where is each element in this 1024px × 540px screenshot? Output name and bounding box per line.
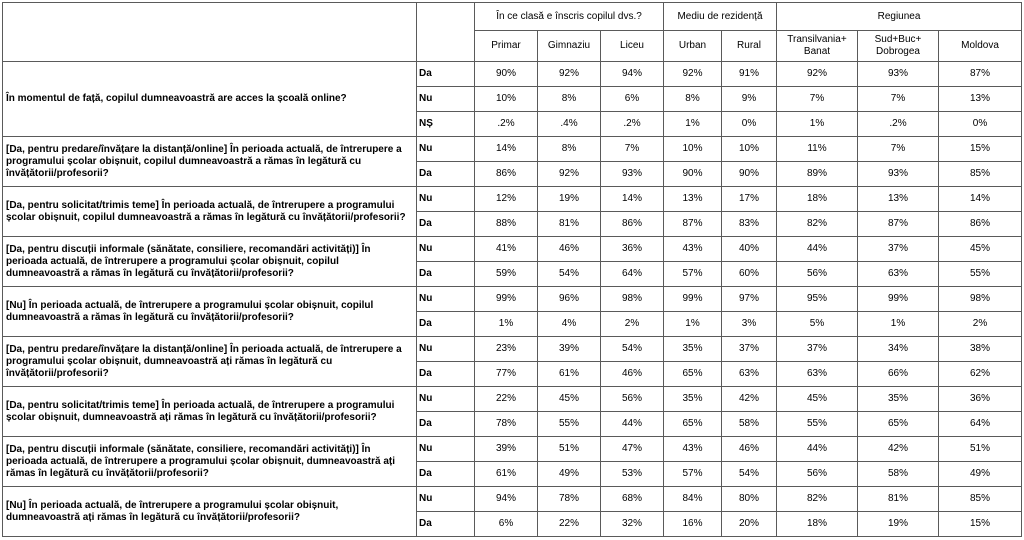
value-cell: 1% (475, 312, 538, 337)
value-cell: 99% (664, 287, 722, 312)
value-cell: 45% (777, 387, 858, 412)
value-cell: 2% (939, 312, 1022, 337)
column-header-liceu: Liceu (601, 31, 664, 62)
answer-label-cell: Nu (417, 287, 475, 312)
value-cell: 64% (939, 412, 1022, 437)
value-cell: 47% (601, 437, 664, 462)
value-cell: 85% (939, 487, 1022, 512)
header-group-row (3, 3, 1022, 31)
value-cell: 87% (664, 212, 722, 237)
answer-label-cell: Da (417, 362, 475, 387)
value-cell: 90% (664, 162, 722, 187)
value-cell: 15% (939, 137, 1022, 162)
table-row (3, 437, 1022, 462)
value-cell: 46% (601, 362, 664, 387)
value-cell: 90% (722, 162, 777, 187)
column-header-moldova: Moldova (939, 31, 1022, 62)
value-cell: .2% (601, 112, 664, 137)
value-cell: 36% (601, 237, 664, 262)
value-cell: 86% (939, 212, 1022, 237)
column-header-urban: Urban (664, 31, 722, 62)
value-cell: 58% (722, 412, 777, 437)
value-cell: 12% (475, 187, 538, 212)
question-cell: [Da, pentru discuții informale (sănătate, consiliere, recomandări activități)] În perioada actuală, de întrerupere a programului școlar obișnuit, copilul dumneavoastră a rămas în legătură cu învățătorii/profesorii? (3, 237, 417, 287)
value-cell: 42% (858, 437, 939, 462)
value-cell: 56% (777, 462, 858, 487)
answer-label-cell: Da (417, 62, 475, 87)
value-cell: 62% (939, 362, 1022, 387)
table-row (3, 187, 1022, 212)
value-cell: 13% (858, 187, 939, 212)
answer-label-cell: Da (417, 262, 475, 287)
value-cell: 6% (601, 87, 664, 112)
answer-label-cell: Nu (417, 487, 475, 512)
value-cell: 11% (777, 137, 858, 162)
value-cell: 89% (777, 162, 858, 187)
value-cell: 63% (777, 362, 858, 387)
survey-table-container (2, 2, 1022, 537)
value-cell: 39% (475, 437, 538, 462)
value-cell: 46% (538, 237, 601, 262)
value-cell: 10% (722, 137, 777, 162)
value-cell: .2% (858, 112, 939, 137)
value-cell: 55% (538, 412, 601, 437)
value-cell: 93% (858, 62, 939, 87)
column-header-primar: Primar (475, 31, 538, 62)
question-cell: [Da, pentru solicitat/trimis teme] În perioada actuală, de întrerupere a programului școlar obișnuit, copilul dumneavoastră a rămas în legătură cu învățătorii/profesorii? (3, 187, 417, 237)
value-cell: 65% (664, 412, 722, 437)
value-cell: 8% (538, 87, 601, 112)
value-cell: 98% (601, 287, 664, 312)
value-cell: 63% (722, 362, 777, 387)
header-answer-cell (417, 3, 475, 62)
value-cell: 99% (858, 287, 939, 312)
value-cell: 99% (475, 287, 538, 312)
answer-label-cell: Da (417, 412, 475, 437)
value-cell: 20% (722, 512, 777, 537)
value-cell: 59% (475, 262, 538, 287)
value-cell: 2% (601, 312, 664, 337)
value-cell: 7% (601, 137, 664, 162)
value-cell: 35% (858, 387, 939, 412)
value-cell: 45% (939, 237, 1022, 262)
header-corner-cell (3, 3, 417, 62)
value-cell: 9% (722, 87, 777, 112)
value-cell: 57% (664, 462, 722, 487)
table-row (3, 487, 1022, 512)
header-group-region: Regiunea (777, 3, 1022, 31)
value-cell: 80% (722, 487, 777, 512)
value-cell: 43% (664, 437, 722, 462)
value-cell: 4% (538, 312, 601, 337)
answer-label-cell: Nu (417, 337, 475, 362)
value-cell: 35% (664, 387, 722, 412)
answer-label-cell: NȘ (417, 112, 475, 137)
value-cell: 36% (939, 387, 1022, 412)
table-row (3, 237, 1022, 262)
answer-label-cell: Da (417, 512, 475, 537)
value-cell: 8% (664, 87, 722, 112)
value-cell: 22% (538, 512, 601, 537)
value-cell: 1% (858, 312, 939, 337)
value-cell: 38% (939, 337, 1022, 362)
answer-label-cell: Nu (417, 87, 475, 112)
value-cell: 87% (939, 62, 1022, 87)
value-cell: 53% (601, 462, 664, 487)
value-cell: 81% (858, 487, 939, 512)
value-cell: 3% (722, 312, 777, 337)
value-cell: 54% (601, 337, 664, 362)
value-cell: 51% (939, 437, 1022, 462)
value-cell: 1% (777, 112, 858, 137)
value-cell: 6% (475, 512, 538, 537)
value-cell: 61% (475, 462, 538, 487)
value-cell: 23% (475, 337, 538, 362)
value-cell: 82% (777, 487, 858, 512)
value-cell: 58% (858, 462, 939, 487)
value-cell: 14% (475, 137, 538, 162)
value-cell: 5% (777, 312, 858, 337)
value-cell: 7% (858, 87, 939, 112)
answer-label-cell: Da (417, 212, 475, 237)
value-cell: 19% (858, 512, 939, 537)
value-cell: 44% (777, 237, 858, 262)
value-cell: 22% (475, 387, 538, 412)
column-header-sud-buc-dobrogea: Sud+Buc+ Dobrogea (858, 31, 939, 62)
value-cell: 68% (601, 487, 664, 512)
question-cell: [Da, pentru predare/învățare la distanță/online] În perioada actuală, de întrerupere a programului școlar obișnuit, dumneavoastră ați rămas în legătură cu învățătorii/profesorii? (3, 337, 417, 387)
question-cell: [Da, pentru predare/învățare la distanță/online] În perioada actuală, de întrerupere a programului școlar obișnuit, copilul dumneavoastră a rămas în legătură cu învățătorii/profesorii? (3, 137, 417, 187)
value-cell: 44% (601, 412, 664, 437)
value-cell: 56% (777, 262, 858, 287)
value-cell: 87% (858, 212, 939, 237)
value-cell: 55% (939, 262, 1022, 287)
value-cell: 43% (664, 237, 722, 262)
value-cell: 19% (538, 187, 601, 212)
value-cell: 37% (777, 337, 858, 362)
header-group-residence: Mediu de rezidență (664, 3, 777, 31)
value-cell: 95% (777, 287, 858, 312)
value-cell: 63% (858, 262, 939, 287)
column-header-transilvania-banat: Transilvania+ Banat (777, 31, 858, 62)
value-cell: 65% (858, 412, 939, 437)
value-cell: 81% (538, 212, 601, 237)
value-cell: 65% (664, 362, 722, 387)
value-cell: 42% (722, 387, 777, 412)
value-cell: 88% (475, 212, 538, 237)
value-cell: 61% (538, 362, 601, 387)
value-cell: 18% (777, 512, 858, 537)
value-cell: 93% (601, 162, 664, 187)
value-cell: 40% (722, 237, 777, 262)
value-cell: 77% (475, 362, 538, 387)
value-cell: 1% (664, 112, 722, 137)
value-cell: 86% (601, 212, 664, 237)
value-cell: 15% (939, 512, 1022, 537)
value-cell: 49% (538, 462, 601, 487)
value-cell: 85% (939, 162, 1022, 187)
table-row (3, 287, 1022, 312)
value-cell: 98% (939, 287, 1022, 312)
value-cell: 14% (939, 187, 1022, 212)
value-cell: 94% (475, 487, 538, 512)
value-cell: 66% (858, 362, 939, 387)
value-cell: 34% (858, 337, 939, 362)
value-cell: 96% (538, 287, 601, 312)
value-cell: .2% (475, 112, 538, 137)
value-cell: 54% (538, 262, 601, 287)
table-row (3, 137, 1022, 162)
answer-label-cell: Nu (417, 237, 475, 262)
value-cell: 14% (601, 187, 664, 212)
value-cell: 37% (858, 237, 939, 262)
value-cell: .4% (538, 112, 601, 137)
value-cell: 7% (777, 87, 858, 112)
value-cell: 97% (722, 287, 777, 312)
value-cell: 8% (538, 137, 601, 162)
header-group-class: În ce clasă e înscris copilul dvs.? (475, 3, 664, 31)
answer-label-cell: Da (417, 312, 475, 337)
value-cell: 91% (722, 62, 777, 87)
value-cell: 49% (939, 462, 1022, 487)
answer-label-cell: Da (417, 162, 475, 187)
value-cell: 0% (939, 112, 1022, 137)
value-cell: 16% (664, 512, 722, 537)
value-cell: 78% (538, 487, 601, 512)
column-header-gimnaziu: Gimnaziu (538, 31, 601, 62)
question-cell: [Da, pentru discuții informale (sănătate, consiliere, recomandări activități)] În perioada actuală, de întrerupere a programului școlar obișnuit, dumneavoastră ați rămas în legătură cu învățătorii/profesorii? (3, 437, 417, 487)
value-cell: 78% (475, 412, 538, 437)
value-cell: 46% (722, 437, 777, 462)
value-cell: 64% (601, 262, 664, 287)
value-cell: 57% (664, 262, 722, 287)
value-cell: 90% (475, 62, 538, 87)
table-header (3, 3, 1022, 62)
value-cell: 32% (601, 512, 664, 537)
table-row (3, 337, 1022, 362)
value-cell: 10% (475, 87, 538, 112)
question-cell: [Nu] În perioada actuală, de întrerupere a programului școlar obișnuit, dumneavoastră ați rămas în legătură cu învățătorii/profesorii? (3, 487, 417, 537)
value-cell: 13% (664, 187, 722, 212)
value-cell: 93% (858, 162, 939, 187)
value-cell: 92% (777, 62, 858, 87)
value-cell: 18% (777, 187, 858, 212)
question-cell: [Da, pentru solicitat/trimis teme] În perioada actuală, de întrerupere a programului școlar obișnuit, dumneavoastră ați rămas în legătură cu învățătorii/profesorii? (3, 387, 417, 437)
value-cell: 10% (664, 137, 722, 162)
value-cell: 37% (722, 337, 777, 362)
value-cell: 92% (538, 162, 601, 187)
value-cell: 94% (601, 62, 664, 87)
answer-label-cell: Nu (417, 137, 475, 162)
value-cell: 92% (664, 62, 722, 87)
value-cell: 56% (601, 387, 664, 412)
value-cell: 35% (664, 337, 722, 362)
question-cell: [Nu] În perioada actuală, de întrerupere a programului școlar obișnuit, copilul dumneavoastră a rămas în legătură cu învățătorii/profesorii? (3, 287, 417, 337)
question-cell: În momentul de față, copilul dumneavoastră are acces la școală online? (3, 62, 417, 137)
value-cell: 44% (777, 437, 858, 462)
value-cell: 7% (858, 137, 939, 162)
value-cell: 54% (722, 462, 777, 487)
value-cell: 17% (722, 187, 777, 212)
value-cell: 83% (722, 212, 777, 237)
value-cell: 55% (777, 412, 858, 437)
answer-label-cell: Nu (417, 387, 475, 412)
value-cell: 60% (722, 262, 777, 287)
value-cell: 86% (475, 162, 538, 187)
value-cell: 45% (538, 387, 601, 412)
value-cell: 0% (722, 112, 777, 137)
answer-label-cell: Da (417, 462, 475, 487)
answer-label-cell: Nu (417, 187, 475, 212)
table-body (3, 62, 1022, 537)
column-header-rural: Rural (722, 31, 777, 62)
table-row (3, 62, 1022, 87)
value-cell: 82% (777, 212, 858, 237)
value-cell: 92% (538, 62, 601, 87)
value-cell: 39% (538, 337, 601, 362)
survey-crosstab-table (2, 2, 1022, 537)
value-cell: 41% (475, 237, 538, 262)
value-cell: 1% (664, 312, 722, 337)
value-cell: 13% (939, 87, 1022, 112)
table-row (3, 387, 1022, 412)
value-cell: 84% (664, 487, 722, 512)
answer-label-cell: Nu (417, 437, 475, 462)
value-cell: 51% (538, 437, 601, 462)
